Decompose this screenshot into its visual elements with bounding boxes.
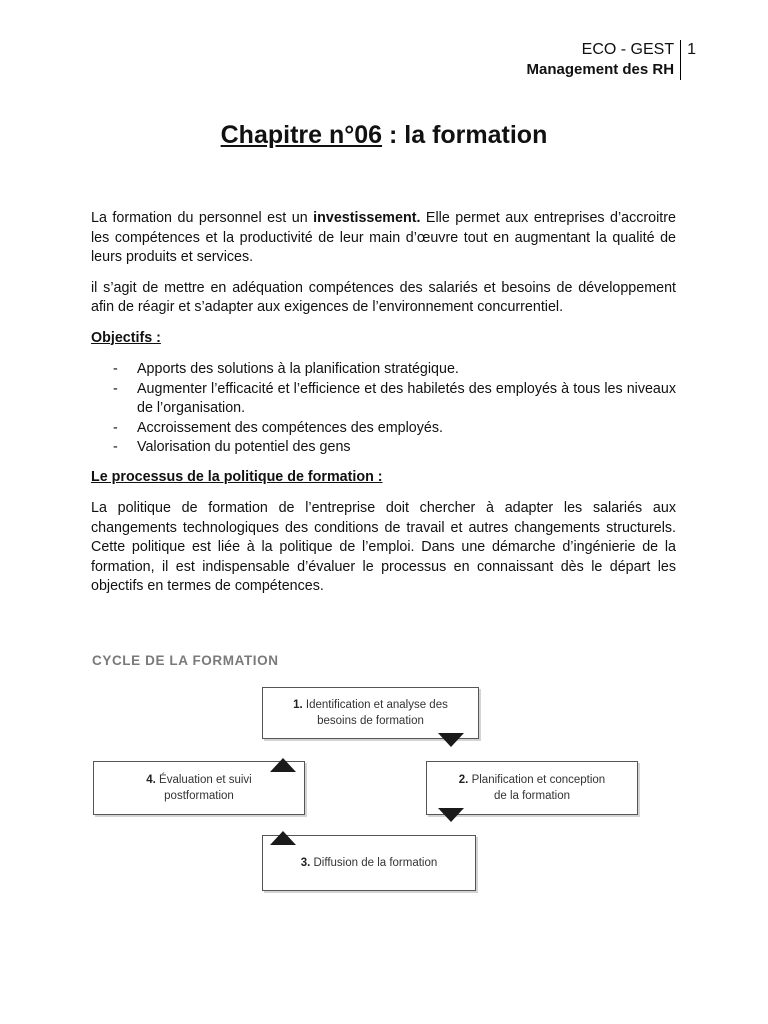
list-bullet: - xyxy=(113,380,118,397)
list-bullet: - xyxy=(113,419,118,436)
step-label: Planification et conception xyxy=(471,774,606,786)
chapter-number: Chapitre n°06 xyxy=(220,121,383,149)
list-item xyxy=(91,360,676,380)
step-label: Évaluation et suivi xyxy=(159,774,252,786)
step-number: 4. xyxy=(146,774,156,786)
list-item-text: Accroissement des compétences des employés. xyxy=(137,419,443,436)
header-course: Management des RH xyxy=(526,61,675,78)
cycle-title: CYCLE DE LA FORMATION xyxy=(92,653,279,668)
cycle-step-2 xyxy=(426,761,638,815)
process-heading: Le processus de la politique de formation : xyxy=(91,468,383,485)
document-body xyxy=(91,209,676,608)
cycle-step-1 xyxy=(262,687,479,739)
chapter-title: : la formation xyxy=(382,121,548,149)
step-label: Identification et analyse des xyxy=(305,699,448,711)
step-number: 3. xyxy=(300,857,311,869)
list-item xyxy=(91,419,676,439)
list-item xyxy=(91,380,676,419)
header-text xyxy=(527,40,682,80)
objectives-list xyxy=(91,360,676,458)
arrow-down-icon xyxy=(438,733,464,747)
intro-paragraph-2: il s’agit de mettre en adéquation compétences des salariés et besoins de développement afin de réagir et s’adapter aux exigences de l’environnement concurrentiel. xyxy=(91,279,676,315)
training-cycle-diagram xyxy=(90,685,640,895)
list-item xyxy=(91,438,676,458)
step-label-line2: postformation xyxy=(164,790,234,802)
list-bullet: - xyxy=(113,361,118,377)
list-bullet: - xyxy=(113,439,118,455)
intro-text-start: La formation du personnel est un xyxy=(91,210,314,226)
page-number: 1 xyxy=(687,41,696,58)
arrow-down-icon xyxy=(438,808,464,822)
list-item-text: Augmenter l’efficacité et l’efficience et des habiletés des employés à tous les niveaux de l’organisation. xyxy=(137,380,676,416)
objectives-heading: Objectifs : xyxy=(91,329,161,346)
list-item-text: Valorisation du potentiel des gens xyxy=(137,439,351,455)
process-paragraph: La politique de formation de l’entreprise doit chercher à adapter les salariés aux changements technologiques des conditions de travail et autres changements structurels. Cette politique est liée à la politique de l’emploi. Dans une démarche d’ingénierie de la formation, il est indispensable d’évaluer le processus en connaissant dès le départ les objectifs en termes de compétences. xyxy=(91,500,676,594)
list-item-text: Apports des solutions à la planification stratégique. xyxy=(137,361,459,377)
page-header xyxy=(527,40,696,80)
page-title xyxy=(0,120,768,150)
intro-text-end: Elle permet aux entreprises d’accroitre les compétences et la productivité de leur main d’œuvre tout en augmentant la qualité de leurs produits et services. xyxy=(91,210,676,265)
arrow-up-icon xyxy=(270,758,296,772)
step-number: 1. xyxy=(293,699,303,711)
arrow-up-icon xyxy=(270,831,296,845)
step-number: 2. xyxy=(458,774,469,786)
step-label-line2: besoins de formation xyxy=(317,715,424,727)
step-label: Diffusion de la formation xyxy=(313,857,438,869)
intro-keyword: investissement. xyxy=(313,210,421,226)
intro-paragraph-1 xyxy=(91,209,676,268)
header-subject: ECO - GEST xyxy=(581,41,675,58)
step-label-line2: de la formation xyxy=(493,790,571,802)
